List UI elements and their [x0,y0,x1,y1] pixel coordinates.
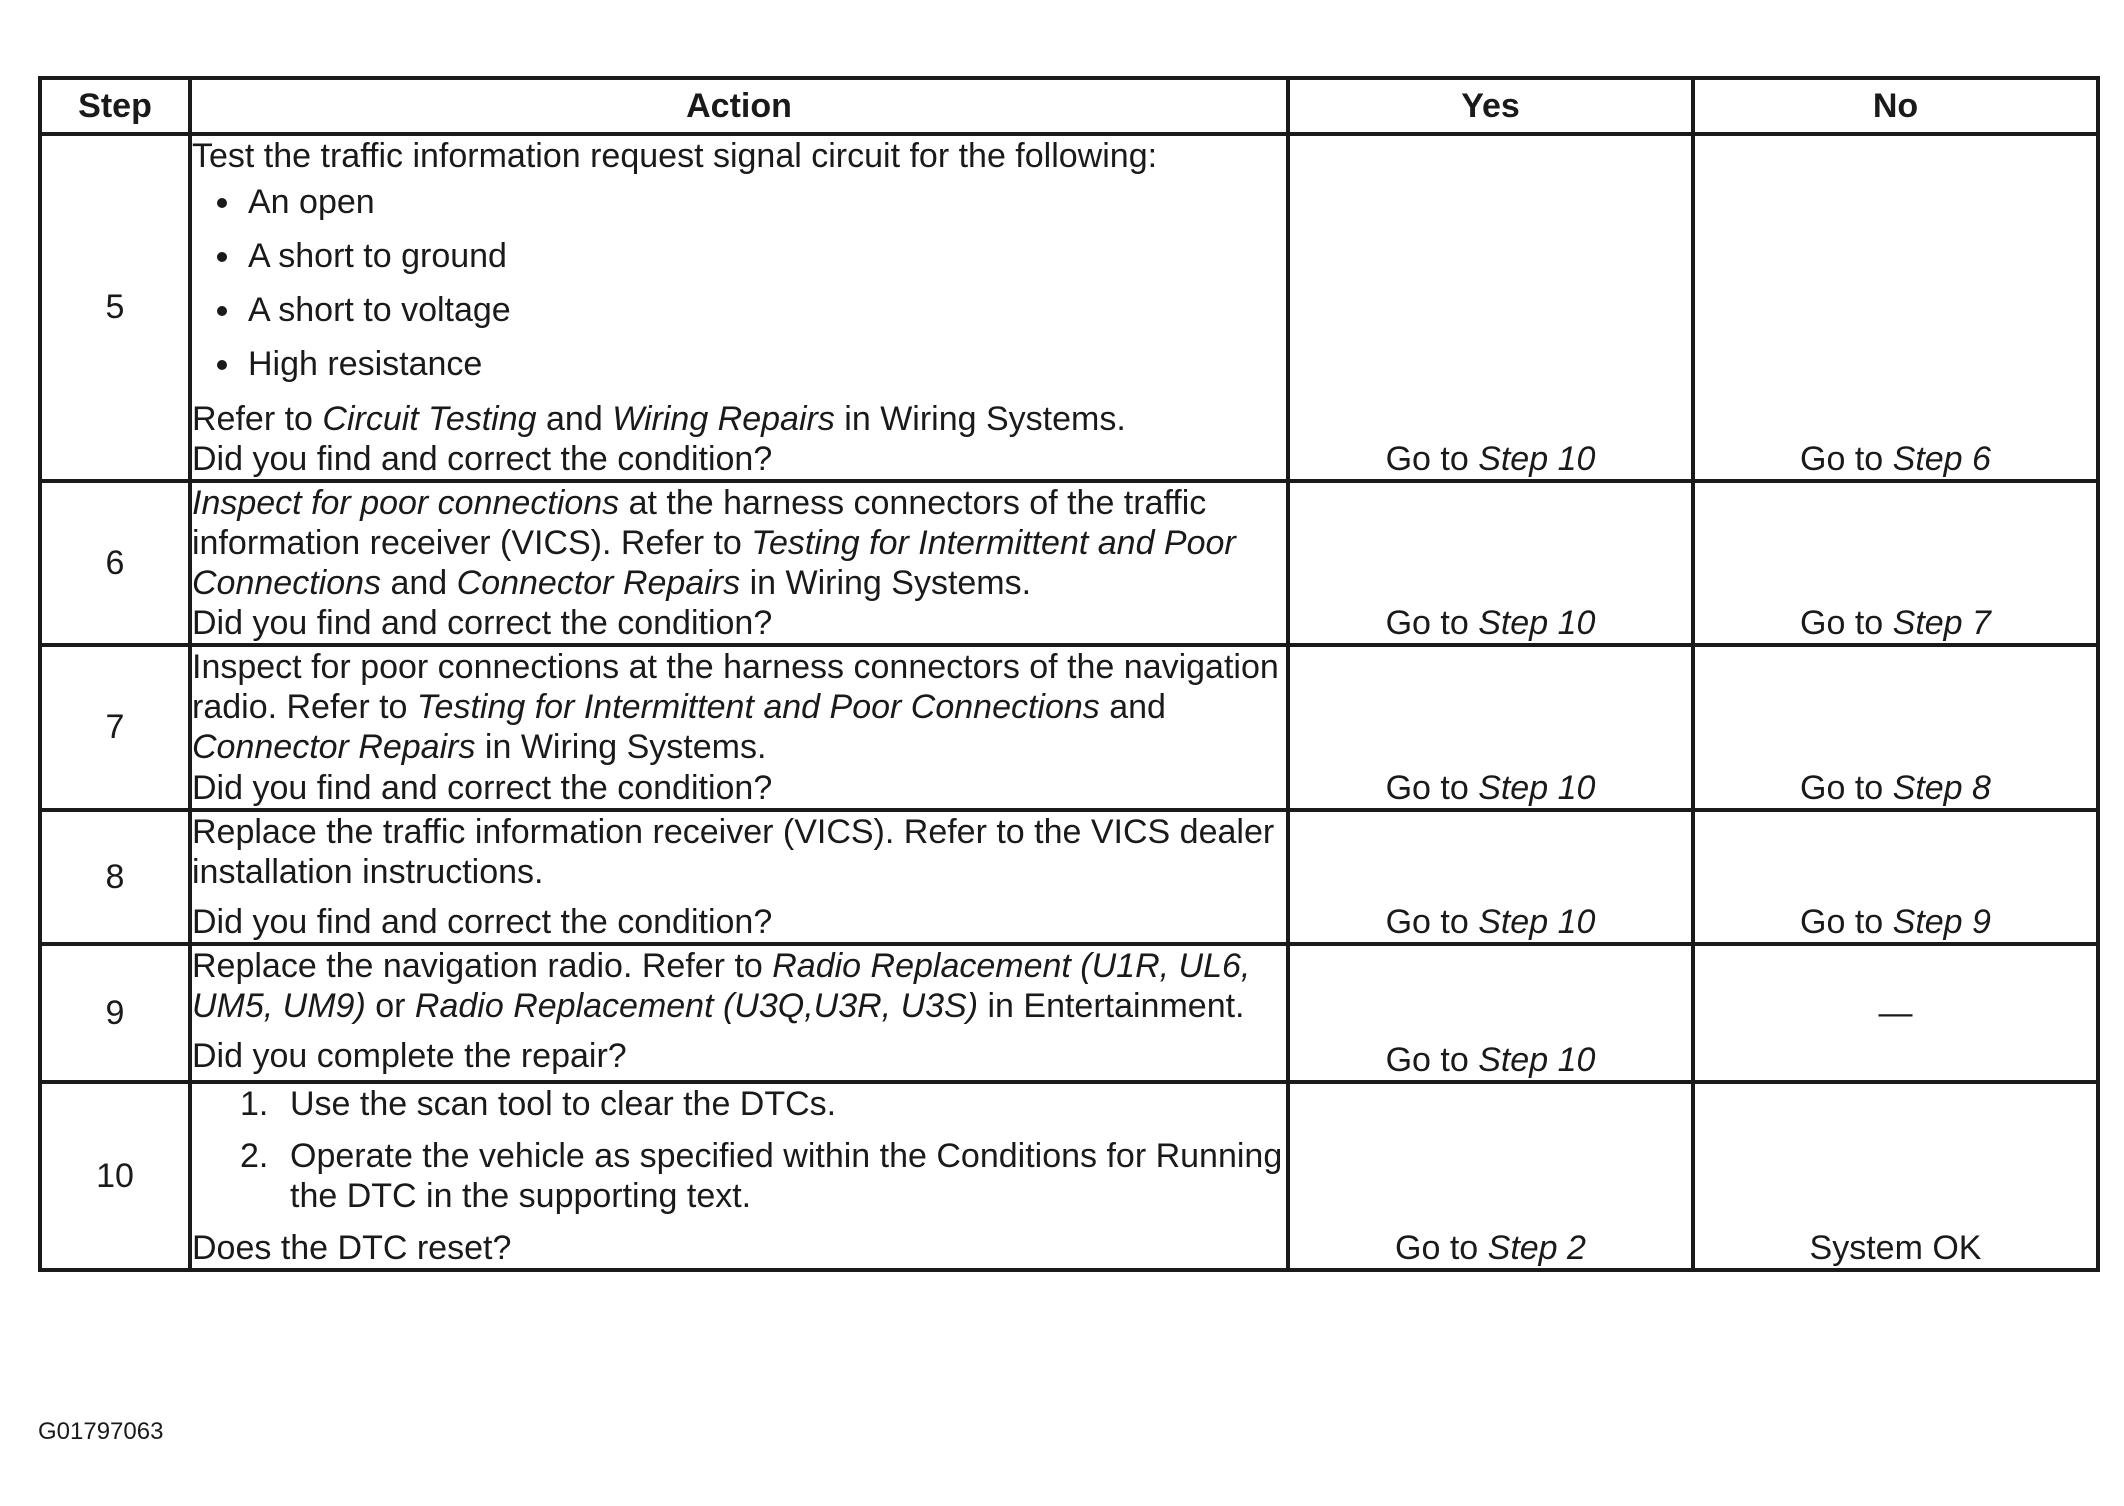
yes-step-ref: Step 10 [1478,604,1596,643]
no-step-ref: Step 6 [1892,439,1991,478]
yes-cell [1288,645,1693,809]
list-item-text: Use the scan tool to clear the DTCs. [290,1084,837,1123]
yes-step-ref: Step 2 [1487,1229,1586,1268]
list-item-number: 1. [240,1084,269,1123]
header-row [40,78,2098,134]
no-prefix: Go to [1800,768,1893,807]
header-yes: Yes [1288,78,1693,134]
reference-link-connector-repairs: Connector Repairs [456,563,741,602]
step-number: 9 [40,944,190,1082]
table-row [40,810,2098,944]
action-cell [190,944,1288,1082]
step-number: 7 [40,645,190,809]
no-cell [1693,645,2098,809]
list-item-number: 2. [240,1137,269,1176]
table-row [40,134,2098,481]
action-text-part: Inspect for poor connections at the harness connectors of the navigation radio. Refer to [192,648,1279,727]
header-action: Action [190,78,1288,134]
list-item [192,1084,1286,1124]
table-row [40,1082,2098,1270]
yes-prefix: Go to [1385,439,1479,478]
list-item-text: Operate the vehicle as specified within the Conditions for Running the DTC in the supporting text. [290,1137,1283,1216]
action-text [192,647,1286,767]
list-item: • High resistance [244,344,1286,384]
table-row [40,645,2098,809]
no-cell: — [1693,944,2098,1082]
action-text [192,483,1286,603]
yes-cell [1288,481,1693,645]
yes-cell [1288,134,1693,481]
no-cell [1693,481,2098,645]
action-question: Does the DTC reset? [192,1229,512,1268]
step-number: 10 [40,1082,190,1270]
yes-prefix: Go to [1395,1229,1488,1268]
yes-step-ref: Step 10 [1478,768,1596,807]
action-cell [190,645,1288,809]
action-question: Did you find and correct the condition? [192,768,773,807]
no-prefix: Go to [1800,439,1893,478]
action-text-part: in Wiring Systems. [740,563,1032,602]
header-no: No [1693,78,2098,134]
reference-link-connector-repairs: Connector Repairs [192,728,476,767]
action-cell [190,134,1288,481]
action-text-part: and [381,563,457,602]
action-cell [190,810,1288,944]
step-number: 5 [40,134,190,481]
reference-link-wiring-repairs: Wiring Repairs [612,399,835,438]
yes-prefix: Go to [1385,902,1479,941]
yes-cell [1288,944,1693,1082]
procedure-list [192,1084,1286,1216]
table-row [40,481,2098,645]
step-number: 8 [40,810,190,944]
table-row [40,944,2098,1082]
action-cell [190,1082,1288,1270]
yes-step-ref: Step 10 [1478,902,1596,941]
condition-list [192,182,1286,384]
action-text-italic: Inspect for poor connections [192,483,620,522]
action-text [192,946,1286,1026]
no-cell [1693,810,2098,944]
yes-step-ref: Step 10 [1478,439,1596,478]
action-text: Replace the traffic information receiver (VICS). Refer to the VICS dealer installation instructions. [192,812,1275,891]
reference-link-testing: Testing for Intermittent and Poor Connections [192,523,1236,602]
no-step-ref: Step 8 [1892,768,1991,807]
no-cell: System OK [1693,1082,2098,1270]
no-step-ref: Step 7 [1892,604,1991,643]
list-item [192,1136,1286,1216]
action-question: Did you find and correct the condition? [192,439,773,478]
action-text-part: or [365,987,415,1026]
reference-text: Refer to [192,399,323,438]
step-number: 6 [40,481,190,645]
action-reference [192,399,1286,439]
diagnostic-table [38,76,2100,1272]
action-cell [190,481,1288,645]
reference-text: and [536,399,613,438]
yes-cell [1288,1082,1693,1270]
no-cell [1693,134,2098,481]
action-question: Did you complete the repair? [192,1037,627,1076]
action-intro: Test the traffic information request signal circuit for the following: [192,137,1158,175]
header-step: Step [40,78,190,134]
reference-link-circuit-testing: Circuit Testing [322,399,537,438]
yes-cell [1288,810,1693,944]
list-item: • A short to ground [244,236,1286,276]
action-question: Did you find and correct the condition? [192,604,773,643]
reference-link-testing: Testing for Intermittent and Poor Connections [416,688,1100,727]
no-step-ref: Step 9 [1892,902,1991,941]
action-text-part: Replace the navigation radio. Refer to [192,946,773,985]
yes-prefix: Go to [1385,604,1479,643]
yes-prefix: Go to [1385,768,1479,807]
action-question: Did you find and correct the condition? [192,902,773,941]
reference-text: in Wiring Systems. [834,399,1126,438]
yes-step-ref: Step 10 [1478,1040,1596,1079]
action-text-part: and [1099,688,1166,727]
list-item: • A short to voltage [244,290,1286,330]
reference-link-radio-replacement-1: Radio Replacement (U1R, UL6, UM5, UM9) [192,946,1251,1026]
figure-id: G01797063 [38,1418,164,1445]
action-text-part: in Entertainment. [978,987,1245,1026]
no-prefix: Go to [1800,902,1893,941]
list-item: • An open [244,182,1286,222]
no-prefix: Go to [1800,604,1893,643]
action-text-part: in Wiring Systems. [475,728,767,767]
yes-prefix: Go to [1385,1040,1479,1079]
action-text-part: at the harness connectors of the traffic information receiver (VICS). Refer to [192,483,1207,562]
reference-link-radio-replacement-2: Radio Replacement (U3Q,U3R, U3S) [414,987,979,1026]
